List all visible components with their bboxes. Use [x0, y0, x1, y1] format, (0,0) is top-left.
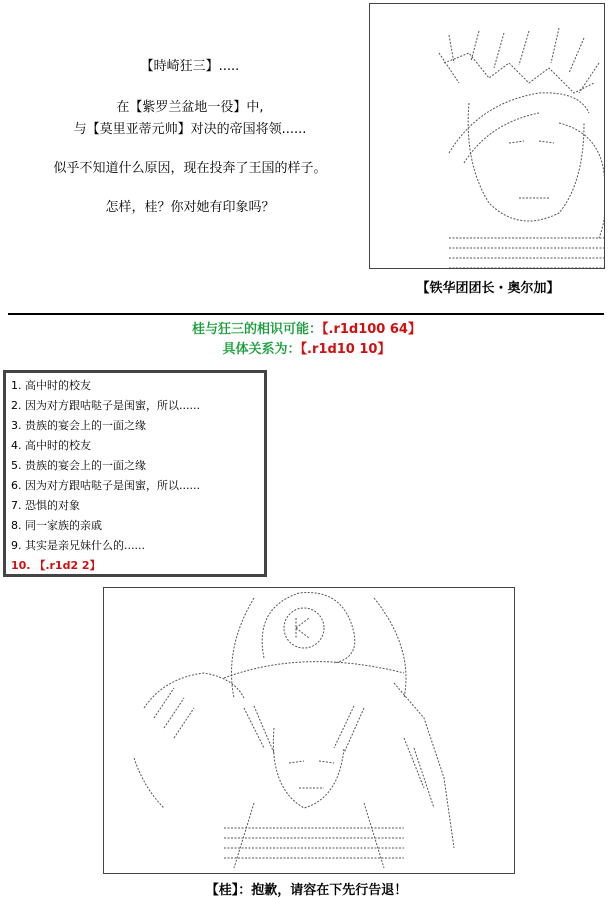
relationship-options-box [3, 370, 267, 577]
option-item: 1. 高中时的校友 [11, 379, 91, 392]
option-item: 7. 恐惧的对象 [11, 499, 80, 512]
intro-line-2: 在【紫罗兰盆地一役】中, [116, 100, 264, 115]
option-item: 8. 同一家族的亲戚 [11, 519, 102, 532]
option-result: 10. 【.r1d2 2】 [11, 559, 101, 572]
intro-line-3: 与【莫里亚蒂元帅】对决的帝国将领...... [73, 122, 307, 137]
speaker2-caption: 【桂】：抱歉，请容在下先行告退！ [205, 883, 408, 898]
roll-line-2 [0, 338, 613, 357]
speaker1-art-svg [409, 23, 604, 268]
section-divider [8, 313, 604, 315]
roll-line-2-value: 【.r1d10 10】 [300, 342, 391, 357]
speaker1-ascii-art [370, 4, 604, 268]
intro-line-1: 【時崎狂三】..... [140, 59, 240, 74]
option-item: 3. 贵族的宴会上的一面之缘 [11, 419, 146, 432]
option-item: 5. 贵族的宴会上的一面之缘 [11, 459, 146, 472]
speaker2-art-svg [104, 588, 514, 873]
intro-line-4: 似乎不知道什么原因，现在投奔了王国的样子。 [53, 161, 327, 176]
option-item: 4. 高中时的校友 [11, 439, 91, 452]
roll-line-1 [0, 318, 613, 337]
option-item: 2. 因为对方跟咕哒子是闺蜜，所以...... [11, 399, 200, 412]
roll-line-1-label: 桂与狂三的相识可能： [192, 322, 323, 337]
option-item: 6. 因为对方跟咕哒子是闺蜜，所以...... [11, 479, 200, 492]
intro-line-5: 怎样，桂？你对她有印象吗？ [105, 200, 275, 215]
roll-line-2-label: 具体关系为： [222, 342, 301, 357]
speaker2-portrait [103, 587, 515, 874]
roll-line-1-value: 【.r1d100 64】 [322, 322, 421, 337]
speaker1-portrait [369, 3, 605, 269]
speaker1-caption: 【铁华团团长・奥尔加】 [416, 281, 560, 296]
option-item: 9. 其实是亲兄妹什么的...... [11, 539, 145, 552]
